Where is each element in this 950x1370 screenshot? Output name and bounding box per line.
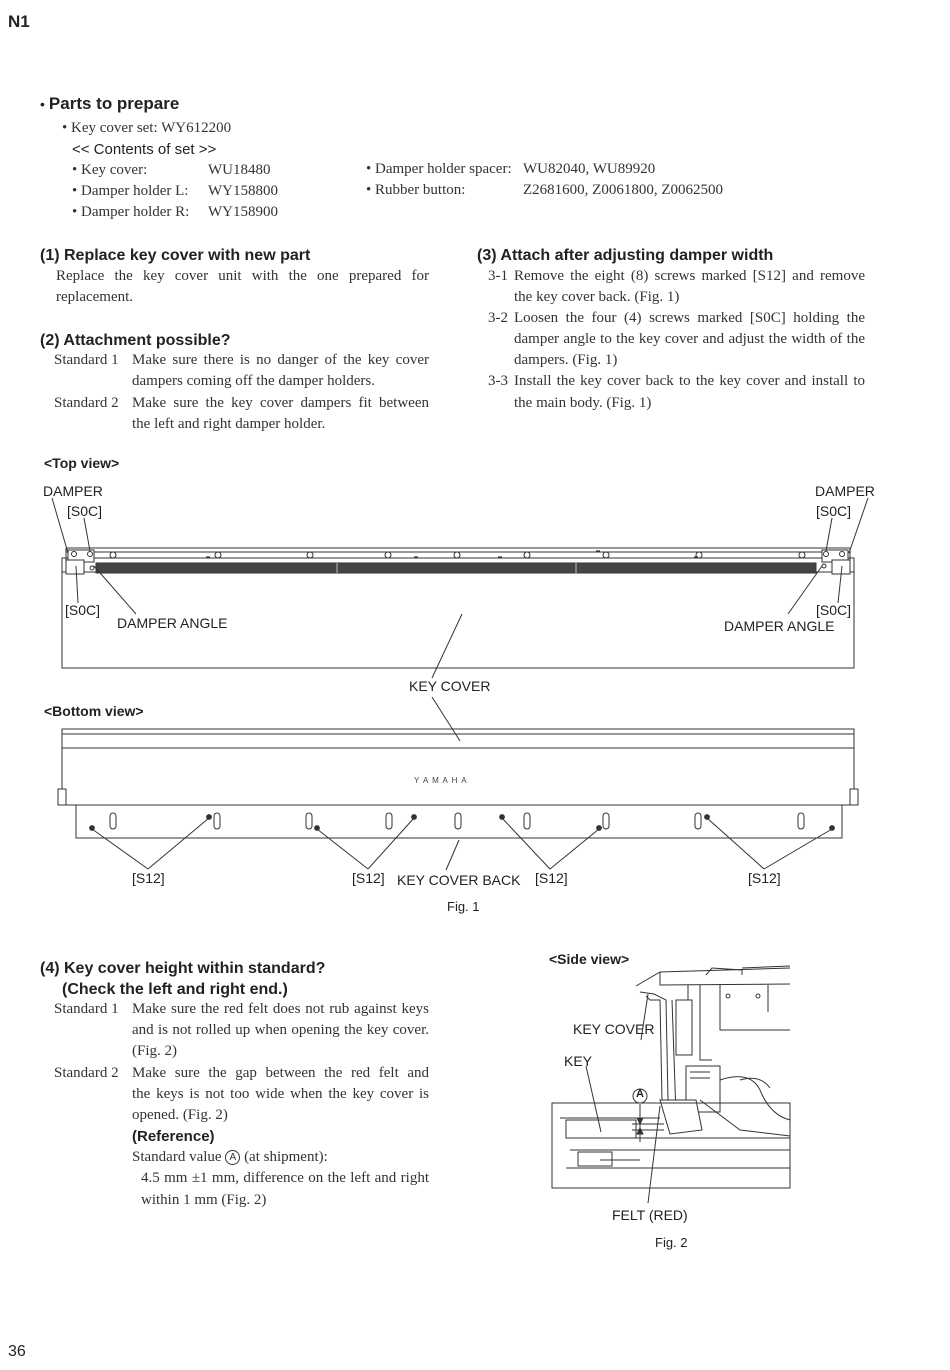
side-view-title: <Side view> bbox=[549, 951, 630, 967]
key-cover-set-code: WY612200 bbox=[161, 120, 232, 136]
figure-2-caption: Fig. 2 bbox=[655, 1235, 688, 1250]
felt-red-label: FELT (RED) bbox=[612, 1207, 688, 1223]
part-name: • Damper holder spacer: bbox=[366, 161, 512, 177]
standard-label: Standard 1 bbox=[54, 1001, 119, 1017]
standard-label: Standard 2 bbox=[54, 1065, 119, 1081]
step3-line: the key cover back. (Fig. 1) bbox=[514, 289, 680, 305]
s0c-label-bottom-right: [S0C] bbox=[816, 602, 852, 618]
part-name: • Damper holder R: bbox=[72, 204, 190, 220]
step4-subtitle: (Check the left and right end.) bbox=[62, 981, 288, 998]
part-code: WU82040, WU89920 bbox=[523, 161, 656, 177]
part-code: Z2681600, Z0061800, Z0062500 bbox=[523, 182, 723, 198]
key-label: KEY bbox=[564, 1053, 593, 1069]
part-code: WU18480 bbox=[208, 162, 271, 178]
step1-line: Replace the key cover unit with the one prepared for bbox=[56, 268, 429, 284]
section-code: N1 bbox=[8, 12, 30, 31]
step3-line: damper angle to the key cover and adjust the width of the bbox=[514, 331, 865, 347]
step1-line: replacement. bbox=[56, 289, 134, 305]
step3-line: Loosen the four (4) screws marked [S0C] holding the bbox=[514, 310, 865, 326]
standard-label: Standard 1 bbox=[54, 352, 119, 368]
step3-line: Remove the eight (8) screws marked [S12] and remove bbox=[514, 268, 865, 284]
top-view-key-cover bbox=[62, 558, 854, 668]
s12-label: [S12] bbox=[535, 870, 568, 886]
standard-line: (Fig. 2) bbox=[132, 1043, 177, 1059]
step3-line: dampers. (Fig. 1) bbox=[514, 352, 618, 368]
standard-line: Make sure there is no danger of the key cover bbox=[132, 352, 429, 368]
step1-title: (1) Replace key cover with new part bbox=[40, 247, 311, 264]
standard-line: the keys is not too wide when the key cover is bbox=[132, 1086, 429, 1102]
standard-label: Standard 2 bbox=[54, 395, 119, 411]
part-code: WY158800 bbox=[208, 183, 278, 199]
parts-title: Parts to prepare bbox=[48, 94, 180, 113]
key-cover-set: • Key cover set: WY612200 bbox=[62, 120, 232, 136]
key-cover-label: KEY COVER bbox=[409, 678, 491, 694]
parts-heading: • Parts to prepare bbox=[40, 94, 180, 113]
s0c-label-top-left: [S0C] bbox=[67, 503, 103, 519]
standard-value-detail: 4.5 mm ±1 mm, difference on the left and right bbox=[141, 1170, 429, 1186]
part-name: • Key cover: bbox=[72, 162, 148, 178]
step3-line: Install the key cover back to the key cover and install to bbox=[514, 373, 865, 389]
contents-title: << Contents of set >> bbox=[72, 141, 217, 158]
s0c-label-bottom-left: [S0C] bbox=[65, 602, 101, 618]
standard-line: the left and right damper holder. bbox=[132, 416, 326, 432]
damper-label-right: DAMPER bbox=[815, 483, 875, 499]
s12-label: [S12] bbox=[748, 870, 781, 886]
figure-2-diagram bbox=[540, 960, 800, 1210]
standard-line: Make sure the red felt does not rub against keys bbox=[132, 1001, 429, 1017]
s12-label: [S12] bbox=[132, 870, 165, 886]
a-mark-label: A bbox=[636, 1088, 644, 1100]
figure-1-caption: Fig. 1 bbox=[447, 899, 480, 914]
step3-num: 3-1 bbox=[488, 268, 508, 284]
reference-title: (Reference) bbox=[132, 1128, 215, 1145]
standard-line: Make sure the key cover dampers fit between bbox=[132, 395, 429, 411]
damper-felt-strip bbox=[96, 563, 816, 573]
part-name: • Rubber button: bbox=[366, 182, 466, 198]
part-name: • Damper holder L: bbox=[72, 183, 189, 199]
step2-title: (2) Attachment possible? bbox=[40, 332, 231, 349]
standard-line: dampers coming off the damper holders. bbox=[132, 373, 375, 389]
step3-num: 3-2 bbox=[488, 310, 508, 326]
bottom-view-key-cover bbox=[62, 729, 854, 805]
key-cover-label-fig2: KEY COVER bbox=[573, 1021, 655, 1037]
step3-title: (3) Attach after adjusting damper width bbox=[477, 247, 774, 264]
bottom-view-title: <Bottom view> bbox=[44, 703, 144, 719]
yamaha-logo-text: Y A M A H A bbox=[414, 776, 468, 785]
standard-line: Make sure the gap between the red felt and bbox=[132, 1065, 429, 1081]
page-number: 36 bbox=[8, 1343, 26, 1360]
step4-title: (4) Key cover height within standard? bbox=[40, 960, 326, 977]
step3-line: the main body. (Fig. 1) bbox=[514, 395, 652, 411]
damper-label-left: DAMPER bbox=[43, 483, 103, 499]
standard-value-line: Standard value A (at shipment): bbox=[132, 1149, 328, 1165]
key-cover-back-label: KEY COVER BACK bbox=[397, 872, 521, 888]
s12-label: [S12] bbox=[352, 870, 385, 886]
top-view-title: <Top view> bbox=[44, 455, 120, 471]
step3-num: 3-3 bbox=[488, 373, 508, 389]
standard-line: opened. (Fig. 2) bbox=[132, 1107, 228, 1123]
damper-angle-label-right: DAMPER ANGLE bbox=[724, 618, 835, 634]
s0c-label-top-right: [S0C] bbox=[816, 503, 852, 519]
standard-value-detail: within 1 mm (Fig. 2) bbox=[141, 1192, 267, 1208]
part-code: WY158900 bbox=[208, 204, 278, 220]
damper-angle-label-left: DAMPER ANGLE bbox=[117, 615, 228, 631]
circled-a-mark: A bbox=[225, 1150, 240, 1165]
standard-line: and is not rolled up when opening the key cover. bbox=[132, 1022, 429, 1038]
